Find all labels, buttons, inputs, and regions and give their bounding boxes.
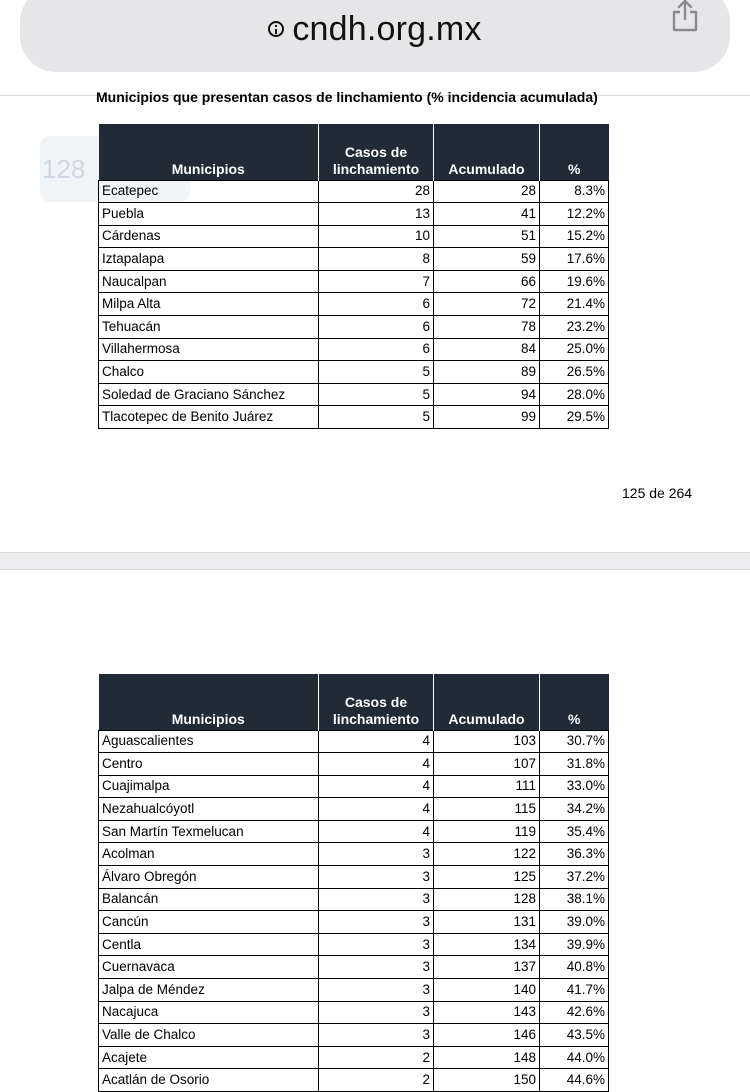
table-row <box>99 820 609 843</box>
header-acumulado: Acumulado <box>434 674 540 730</box>
cell-casos: 8 <box>319 248 434 271</box>
cell-acumulado: 94 <box>434 383 540 406</box>
cell-municipio: Álvaro Obregón <box>99 866 319 889</box>
address-bar[interactable] <box>20 0 730 72</box>
header-porcentaje: % <box>540 124 609 180</box>
table-row <box>99 798 609 821</box>
table-row <box>99 180 609 203</box>
cell-casos: 7 <box>319 270 434 293</box>
table-row <box>99 956 609 979</box>
cell-casos: 2 <box>319 1069 434 1092</box>
cell-porcentaje: 19.6% <box>540 270 609 293</box>
table-row <box>99 1046 609 1069</box>
cell-casos: 3 <box>319 979 434 1002</box>
table-row <box>99 383 609 406</box>
cell-casos: 3 <box>319 1024 434 1047</box>
cell-acumulado: 28 <box>434 180 540 203</box>
table-row <box>99 248 609 271</box>
cell-porcentaje: 41.7% <box>540 979 609 1002</box>
cell-municipio: Valle de Chalco <box>99 1024 319 1047</box>
cell-municipio: Tehuacán <box>99 316 319 339</box>
cell-municipio: Aguascalientes <box>99 730 319 753</box>
cell-acumulado: 119 <box>434 820 540 843</box>
cell-casos: 4 <box>319 775 434 798</box>
table-row <box>99 843 609 866</box>
cell-municipio: Villahermosa <box>99 338 319 361</box>
header-casos: Casos de linchamiento <box>319 674 434 730</box>
cell-casos: 10 <box>319 225 434 248</box>
cell-acumulado: 103 <box>434 730 540 753</box>
cell-acumulado: 66 <box>434 270 540 293</box>
cell-porcentaje: 25.0% <box>540 338 609 361</box>
cell-municipio: Balancán <box>99 888 319 911</box>
table-row <box>99 203 609 226</box>
cell-casos: 4 <box>319 798 434 821</box>
table-row <box>99 933 609 956</box>
cell-municipio: Naucalpan <box>99 270 319 293</box>
lynching-table-part-1 <box>98 124 609 429</box>
table-row <box>99 911 609 934</box>
cell-casos: 28 <box>319 180 434 203</box>
cell-casos: 6 <box>319 338 434 361</box>
cell-acumulado: 115 <box>434 798 540 821</box>
cell-acumulado: 140 <box>434 979 540 1002</box>
cell-casos: 5 <box>319 361 434 384</box>
document-page-126[interactable] <box>0 570 750 1088</box>
table-row <box>99 866 609 889</box>
cell-acumulado: 143 <box>434 1001 540 1024</box>
share-icon[interactable] <box>670 0 700 32</box>
cell-porcentaje: 40.8% <box>540 956 609 979</box>
cell-acumulado: 89 <box>434 361 540 384</box>
cell-acumulado: 128 <box>434 888 540 911</box>
table-row <box>99 1001 609 1024</box>
cell-acumulado: 150 <box>434 1069 540 1092</box>
cell-porcentaje: 29.5% <box>540 406 609 429</box>
page-title: Municipios que presentan casos de linchamiento (% incidencia acumulada) <box>96 89 598 105</box>
cell-municipio: Acolman <box>99 843 319 866</box>
cell-acumulado: 72 <box>434 293 540 316</box>
cell-municipio: Puebla <box>99 203 319 226</box>
table-row <box>99 775 609 798</box>
url-text[interactable]: cndh.org.mx <box>292 9 482 48</box>
cell-porcentaje: 31.8% <box>540 753 609 776</box>
cell-porcentaje: 8.3% <box>540 180 609 203</box>
cell-porcentaje: 44.0% <box>540 1046 609 1069</box>
cell-porcentaje: 30.7% <box>540 730 609 753</box>
cell-acumulado: 111 <box>434 775 540 798</box>
browser-top-bar <box>0 0 750 96</box>
cell-porcentaje: 28.0% <box>540 383 609 406</box>
cell-casos: 3 <box>319 956 434 979</box>
cell-municipio: Chalco <box>99 361 319 384</box>
cell-municipio: Jalpa de Méndez <box>99 979 319 1002</box>
cell-casos: 4 <box>319 820 434 843</box>
table-row <box>99 1024 609 1047</box>
table-row <box>99 225 609 248</box>
page-separator <box>0 552 750 570</box>
cell-municipio: Cancún <box>99 911 319 934</box>
cell-casos: 13 <box>319 203 434 226</box>
info-icon[interactable] <box>268 21 284 37</box>
cell-municipio: Centla <box>99 933 319 956</box>
cell-acumulado: 122 <box>434 843 540 866</box>
cell-acumulado: 59 <box>434 248 540 271</box>
table-row <box>99 753 609 776</box>
table-row <box>99 270 609 293</box>
cell-municipio: Tlacotepec de Benito Juárez <box>99 406 319 429</box>
cell-casos: 4 <box>319 730 434 753</box>
cell-casos: 2 <box>319 1046 434 1069</box>
document-page-125[interactable] <box>0 89 750 552</box>
cell-porcentaje: 38.1% <box>540 888 609 911</box>
cell-casos: 3 <box>319 933 434 956</box>
cell-porcentaje: 21.4% <box>540 293 609 316</box>
cell-porcentaje: 39.0% <box>540 911 609 934</box>
cell-porcentaje: 15.2% <box>540 225 609 248</box>
header-municipios: Municipios <box>99 124 319 180</box>
cell-municipio: Nacajuca <box>99 1001 319 1024</box>
cell-porcentaje: 43.5% <box>540 1024 609 1047</box>
cell-casos: 3 <box>319 911 434 934</box>
cell-acumulado: 137 <box>434 956 540 979</box>
table-row <box>99 979 609 1002</box>
page-number: 125 de 264 <box>622 485 693 501</box>
cell-porcentaje: 26.5% <box>540 361 609 384</box>
address-bar-content <box>20 0 730 58</box>
cell-acumulado: 41 <box>434 203 540 226</box>
cell-municipio: Acatlán de Osorio <box>99 1069 319 1092</box>
cell-porcentaje: 44.6% <box>540 1069 609 1092</box>
cell-porcentaje: 34.2% <box>540 798 609 821</box>
cell-porcentaje: 39.9% <box>540 933 609 956</box>
cell-acumulado: 107 <box>434 753 540 776</box>
cell-municipio: Acajete <box>99 1046 319 1069</box>
cell-porcentaje: 42.6% <box>540 1001 609 1024</box>
cell-casos: 6 <box>319 293 434 316</box>
cell-municipio: Iztapalapa <box>99 248 319 271</box>
cell-casos: 3 <box>319 1001 434 1024</box>
cell-casos: 3 <box>319 888 434 911</box>
cell-casos: 5 <box>319 383 434 406</box>
table-header-row <box>99 124 609 180</box>
table-row <box>99 730 609 753</box>
cell-casos: 5 <box>319 406 434 429</box>
cell-acumulado: 84 <box>434 338 540 361</box>
table-row <box>99 338 609 361</box>
header-casos: Casos de linchamiento <box>319 124 434 180</box>
cell-casos: 3 <box>319 843 434 866</box>
table-header-row <box>99 674 609 730</box>
cell-municipio: Nezahualcóyotl <box>99 798 319 821</box>
cell-municipio: Cárdenas <box>99 225 319 248</box>
cell-acumulado: 131 <box>434 911 540 934</box>
cell-municipio: San Martín Texmelucan <box>99 820 319 843</box>
cell-porcentaje: 36.3% <box>540 843 609 866</box>
cell-porcentaje: 37.2% <box>540 866 609 889</box>
header-acumulado: Acumulado <box>434 124 540 180</box>
cell-acumulado: 146 <box>434 1024 540 1047</box>
cell-casos: 3 <box>319 866 434 889</box>
table-row <box>99 406 609 429</box>
cell-porcentaje: 33.0% <box>540 775 609 798</box>
cell-municipio: Milpa Alta <box>99 293 319 316</box>
cell-casos: 4 <box>319 753 434 776</box>
cell-acumulado: 51 <box>434 225 540 248</box>
table-row <box>99 361 609 384</box>
table-row <box>99 1069 609 1092</box>
header-porcentaje: % <box>540 674 609 730</box>
table-row <box>99 293 609 316</box>
cell-acumulado: 134 <box>434 933 540 956</box>
cell-municipio: Cuernavaca <box>99 956 319 979</box>
lynching-table-part-2 <box>98 674 609 1092</box>
cell-municipio: Ecatepec <box>99 180 319 203</box>
cell-porcentaje: 35.4% <box>540 820 609 843</box>
header-municipios: Municipios <box>99 674 319 730</box>
cell-porcentaje: 12.2% <box>540 203 609 226</box>
cell-acumulado: 125 <box>434 866 540 889</box>
table-row <box>99 316 609 339</box>
cell-acumulado: 99 <box>434 406 540 429</box>
cell-municipio: Centro <box>99 753 319 776</box>
cell-porcentaje: 17.6% <box>540 248 609 271</box>
cell-porcentaje: 23.2% <box>540 316 609 339</box>
cell-acumulado: 148 <box>434 1046 540 1069</box>
cell-municipio: Soledad de Graciano Sánchez <box>99 383 319 406</box>
table-row <box>99 888 609 911</box>
cell-acumulado: 78 <box>434 316 540 339</box>
cell-casos: 6 <box>319 316 434 339</box>
page-indicator-watermark: 128 <box>40 136 190 202</box>
cell-municipio: Cuajimalpa <box>99 775 319 798</box>
